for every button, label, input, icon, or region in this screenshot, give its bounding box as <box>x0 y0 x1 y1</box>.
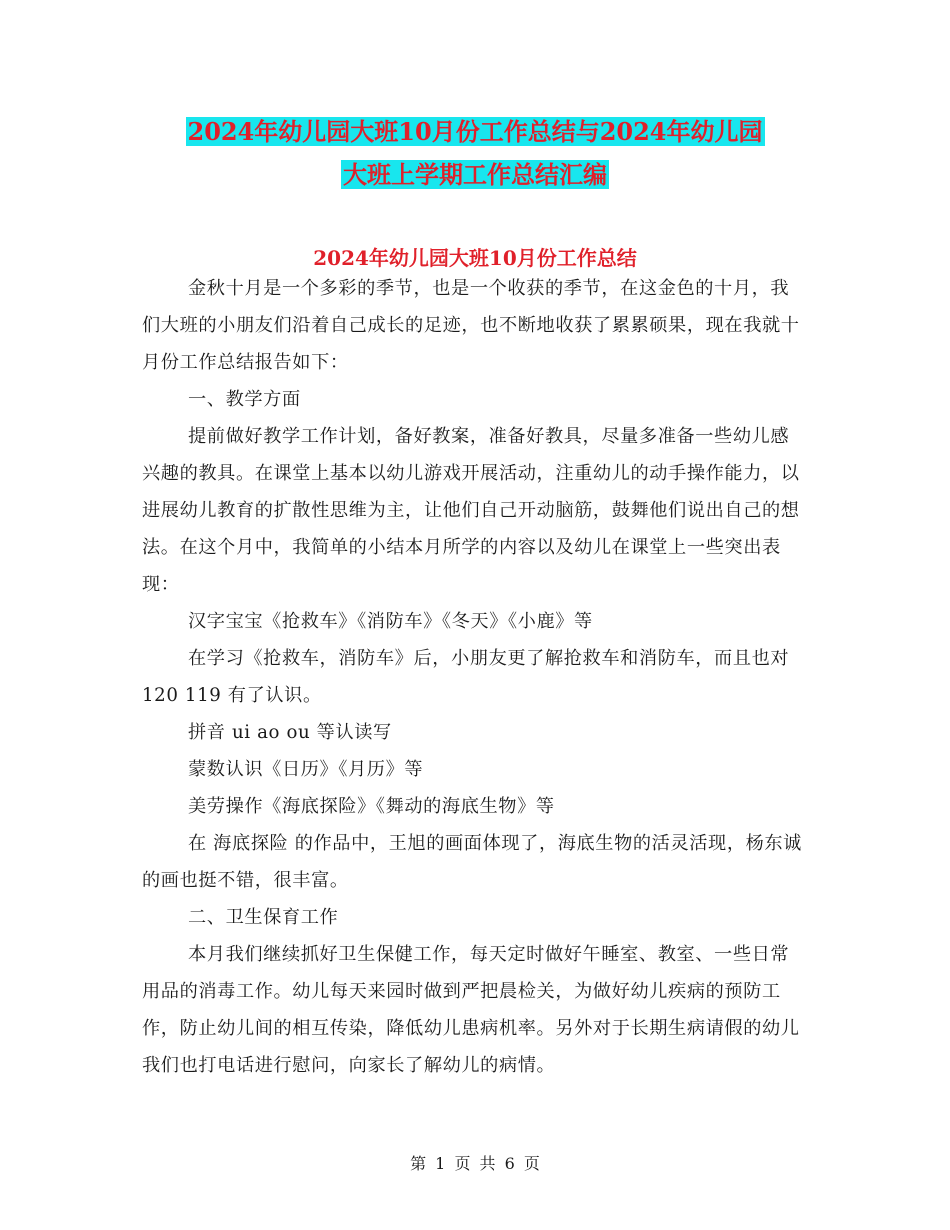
list-item-pinyin: 拼音 ui ao ou 等认读写 <box>188 722 392 743</box>
list-item-art: 美劳操作《海底探险》《舞动的海底生物》等 <box>188 796 555 817</box>
paragraph-teaching: 提前做好教学工作计划，备好教案，准备好教具，尽量多准备一些幼儿感兴趣的教具。在课堂上基本以幼儿游戏开展活动，注重幼儿的动手操作能力，以进展幼儿教育的扩散性思维为主，让他们自己开动脑筋，鼓舞他们说出自己的想法。在这个月中，我简单的小结本月所学的内容以及幼儿在课堂上一些突出表现： <box>142 426 800 595</box>
paragraph-intro: 金秋十月是一个多彩的季节，也是一个收获的季节，在这金色的十月，我们大班的小朋友们沿着自己成长的足迹，也不断地收获了累累硕果，现在我就十月份工作总结报告如下： <box>142 278 800 373</box>
paragraph-art-works: 在 海底探险 的作品中，王旭的画面体现了，海底生物的活灵活现，杨东诚的画也挺不错，很丰富。 <box>142 833 802 891</box>
page-footer: 第 1 页 共 6 页 <box>410 1154 540 1173</box>
paragraph-ambulance: 在学习《抢救车，消防车》后，小朋友更了解抢救车和消防车，而且也对 120 119 有了认识。 <box>142 648 790 706</box>
title-highlight-2: 大班上学期工作总结汇编 <box>343 160 607 189</box>
section-title: 2024年幼儿园大班10月份工作总结 <box>313 246 637 270</box>
heading-hygiene: 二、卫生保育工作 <box>188 907 339 928</box>
body-text <box>142 270 802 1084</box>
list-item-chinese: 汉字宝宝《抢救车》《消防车》《冬天》《小鹿》等 <box>188 611 593 632</box>
document-title-line-1 <box>0 110 950 154</box>
paragraph-hygiene: 本月我们继续抓好卫生保健工作，每天定时做好午睡室、教室、一些日常用品的消毒工作。幼儿每天来园时做到严把晨检关，为做好幼儿疾病的预防工作，防止幼儿间的相互传染，降低幼儿患病机率。另外对于长期生病请假的幼儿我们也打电话进行慰问，向家长了解幼儿的病情。 <box>142 944 800 1076</box>
heading-teaching: 一、教学方面 <box>188 389 301 410</box>
list-item-math: 蒙数认识《日历》《月历》等 <box>188 759 424 780</box>
title-highlight-1: 2024年幼儿园大班10月份工作总结与2024年幼儿园 <box>187 117 763 146</box>
document-title-line-2 <box>0 153 950 197</box>
